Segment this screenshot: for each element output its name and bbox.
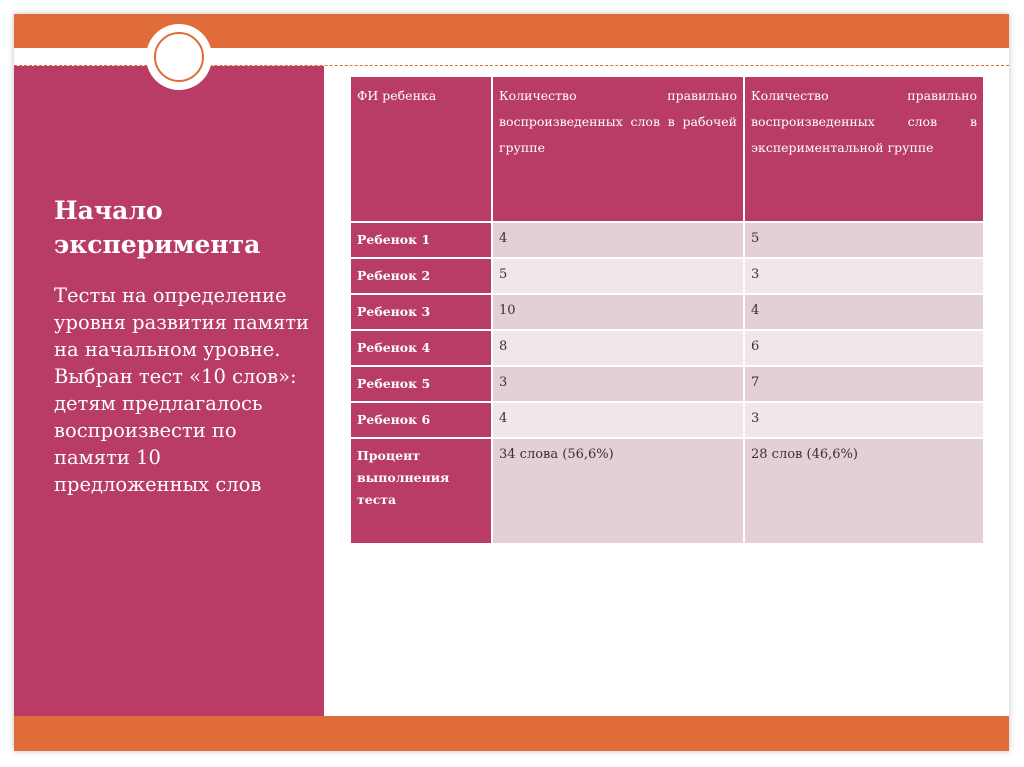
- table-row: [350, 222, 984, 258]
- cell-exp: 6: [744, 330, 984, 366]
- total-label: Процент выполнения теста: [350, 438, 492, 544]
- cell-exp: 5: [744, 222, 984, 258]
- total-exp: 28 слов (46,6%): [744, 438, 984, 544]
- cell-work: 8: [492, 330, 744, 366]
- cell-work: 10: [492, 294, 744, 330]
- header-exp-group: Количество правильно воспроизведенных слов в экспериментальной группе: [744, 76, 984, 222]
- total-work: 34 слова (56,6%): [492, 438, 744, 544]
- table-row: [350, 366, 984, 402]
- header-child-name: ФИ ребенка: [350, 76, 492, 222]
- table-row: [350, 258, 984, 294]
- table-total-row: [350, 438, 984, 544]
- cell-exp: 7: [744, 366, 984, 402]
- ring-inner: [154, 32, 204, 82]
- slide: [14, 14, 1009, 751]
- slide-title: Начало эксперимента: [54, 196, 261, 259]
- slide-body-text: Тесты на определение уровня развития памяти на начальном уровне. Выбран тест «10 слов»: детям предлагалось воспроизвести по памяти 10 предложенных слов: [54, 284, 310, 496]
- cell-work: 4: [492, 402, 744, 438]
- row-label: Ребенок 2: [350, 258, 492, 294]
- cell-exp: 3: [744, 402, 984, 438]
- left-panel: [14, 66, 324, 716]
- table-header-row: [350, 76, 984, 222]
- table-row: [350, 330, 984, 366]
- results-table: [349, 75, 985, 545]
- cell-work: 5: [492, 258, 744, 294]
- table-row: [350, 294, 984, 330]
- row-label: Ребенок 3: [350, 294, 492, 330]
- row-label: Ребенок 1: [350, 222, 492, 258]
- cell-exp: 4: [744, 294, 984, 330]
- row-label: Ребенок 6: [350, 402, 492, 438]
- ring-ornament-icon: [146, 24, 212, 90]
- cell-exp: 3: [744, 258, 984, 294]
- row-label: Ребенок 5: [350, 366, 492, 402]
- cell-work: 3: [492, 366, 744, 402]
- bottom-accent-bar: [14, 716, 1009, 751]
- table-row: [350, 402, 984, 438]
- row-label: Ребенок 4: [350, 330, 492, 366]
- cell-work: 4: [492, 222, 744, 258]
- header-work-group: Количество правильно воспроизведенных слов в рабочей группе: [492, 76, 744, 222]
